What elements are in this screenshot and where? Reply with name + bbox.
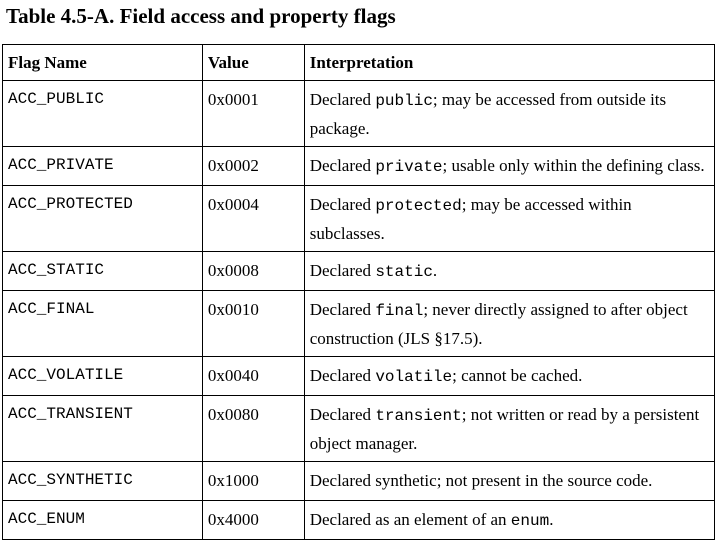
keyword-code: private xyxy=(375,158,443,176)
table-row xyxy=(3,291,715,357)
interpretation-text-tail: ; not written or read by a persistent object manager. xyxy=(309,405,700,453)
interpretation-text: Declared xyxy=(309,405,376,424)
interpretation-cell xyxy=(304,396,714,462)
value-cell: 0x0002 xyxy=(202,147,304,186)
flag-name-cell: ACC_SYNTHETIC xyxy=(3,462,203,501)
interpretation-text: Declared as an element of an xyxy=(309,510,511,529)
interpretation-cell xyxy=(304,81,714,147)
interpretation-text-tail: . xyxy=(432,261,438,280)
keyword-code: public xyxy=(375,92,433,110)
flag-name-cell: ACC_STATIC xyxy=(3,252,203,291)
keyword-code: transient xyxy=(375,407,462,425)
header-flag-name: Flag Name xyxy=(3,45,203,81)
value-cell: 0x0080 xyxy=(202,396,304,462)
interpretation-text: Declared synthetic; not present in the source code. xyxy=(309,471,653,490)
interpretation-text: Declared xyxy=(309,300,376,319)
flag-name-cell: ACC_TRANSIENT xyxy=(3,396,203,462)
interpretation-text-tail: ; cannot be cached. xyxy=(452,366,583,385)
flag-name-cell: ACC_VOLATILE xyxy=(3,357,203,396)
header-interpretation: Interpretation xyxy=(304,45,714,81)
interpretation-text-tail: . xyxy=(549,510,554,529)
interpretation-text-tail: ; may be accessed from outside its package. xyxy=(309,90,667,138)
header-value: Value xyxy=(202,45,304,81)
flag-name-cell: ACC_FINAL xyxy=(3,291,203,357)
table-row xyxy=(3,462,715,501)
keyword-code: enum xyxy=(510,512,550,530)
table-title: Table 4.5-A. Field access and property flags xyxy=(6,4,396,28)
interpretation-text: Declared xyxy=(309,366,376,385)
value-cell: 0x0008 xyxy=(202,252,304,291)
interpretation-text: Declared xyxy=(309,90,376,109)
flag-name-cell: ACC_PROTECTED xyxy=(3,186,203,252)
value-cell: 0x0004 xyxy=(202,186,304,252)
interpretation-text: Declared xyxy=(309,261,376,280)
value-cell: 0x0001 xyxy=(202,81,304,147)
table-row xyxy=(3,186,715,252)
table-row xyxy=(3,396,715,462)
interpretation-text-tail: ; may be accessed within subclasses. xyxy=(309,195,632,243)
keyword-code: protected xyxy=(375,197,462,215)
keyword-code: static xyxy=(375,263,433,281)
interpretation-cell xyxy=(304,501,714,540)
table-row xyxy=(3,252,715,291)
value-cell: 0x0040 xyxy=(202,357,304,396)
interpretation-cell xyxy=(304,147,714,186)
interpretation-cell xyxy=(304,252,714,291)
table-row xyxy=(3,501,715,540)
table-header-row xyxy=(3,45,715,81)
interpretation-text: Declared xyxy=(309,195,376,214)
keyword-code: final xyxy=(375,302,424,320)
interpretation-text-tail: ; never directly assigned to after object construction (JLS §17.5). xyxy=(309,300,688,348)
interpretation-cell xyxy=(304,357,714,396)
flag-name-cell: ACC_ENUM xyxy=(3,501,203,540)
value-cell: 0x4000 xyxy=(202,501,304,540)
interpretation-text-tail: ; usable only within the defining class. xyxy=(442,156,705,175)
table-row xyxy=(3,81,715,147)
flag-name-cell: ACC_PUBLIC xyxy=(3,81,203,147)
flag-name-cell: ACC_PRIVATE xyxy=(3,147,203,186)
interpretation-cell xyxy=(304,462,714,501)
table-row xyxy=(3,357,715,396)
interpretation-cell xyxy=(304,291,714,357)
interpretation-cell xyxy=(304,186,714,252)
field-flags-table xyxy=(2,44,715,540)
value-cell: 0x0010 xyxy=(202,291,304,357)
interpretation-text: Declared xyxy=(309,156,376,175)
value-cell: 0x1000 xyxy=(202,462,304,501)
table-row xyxy=(3,147,715,186)
keyword-code: volatile xyxy=(375,368,453,386)
